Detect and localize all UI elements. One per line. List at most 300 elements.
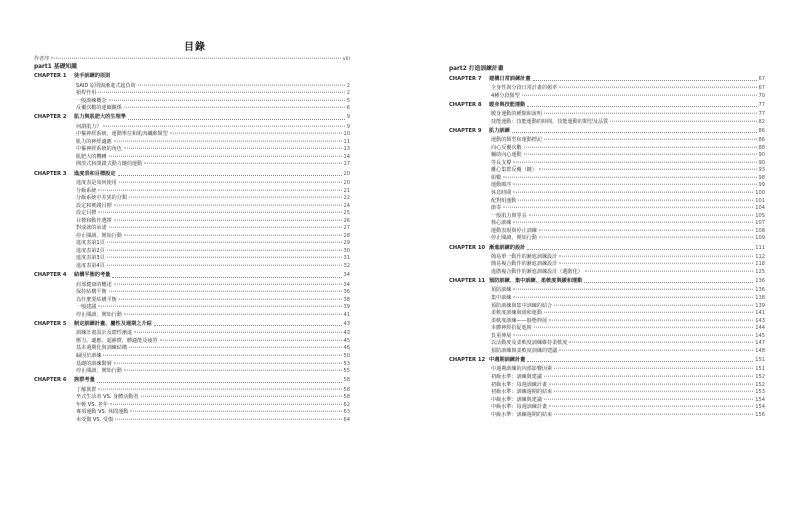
entry-title: 目標和動作選擇 [76,217,112,224]
page-number: 141 [755,310,765,317]
dot-leader [554,413,753,414]
page-number: 147 [755,340,765,347]
dot-leader [513,297,753,298]
toc-entry [449,404,765,412]
entry-title: 組數 [491,174,502,181]
chapter-label: CHAPTER 6 [34,377,67,384]
toc-entry [449,205,765,213]
page-number: 144 [755,325,765,332]
page-number: 53 [343,360,350,367]
toc-entry [449,182,765,190]
entry-title: 停止閱讀，開始行動 [76,368,122,375]
chapter-label: CHAPTER 7 [449,75,482,82]
entry-title: 向心反覆次數 [491,144,522,151]
entry-title: 簡易單一動作的漸進訓練設計 [491,253,558,260]
page-number: 77 [758,111,765,118]
dot-leader [549,406,753,407]
chapter-label: CHAPTER 4 [34,272,67,279]
entry-title: 為什麼要結構平衡 [76,296,117,303]
toc-entry [449,303,765,311]
page-number: 138 [755,295,765,302]
page-number: 29 [343,240,350,247]
toc-entry [34,225,350,233]
chapter-heading [34,113,350,124]
page-number: 43 [343,321,350,328]
entry-title: 坐式生活者 VS. 身體活動者 [76,394,139,401]
entry-title: 基礎的訓練階層 [76,360,112,367]
entry-title: 作者序 [34,56,50,62]
dot-leader [103,355,341,356]
toc-entry [449,190,765,198]
dot-leader [119,298,342,299]
toc-entry [449,325,765,333]
page-number: 32 [343,263,350,270]
page-number: 64 [343,416,350,423]
page-number: 20 [343,170,350,177]
chapter-title: 漸進訓練的設計 [489,244,526,251]
dot-leader [107,257,342,258]
page-number: 11 [343,138,350,145]
page-number: 39 [343,304,350,311]
entry-title: 何謂肌力？ [76,123,102,130]
page-number: 20 [343,180,350,187]
page-number: 14 [343,153,350,160]
entry-title: 全身性與分段日常計畫的頻率 [491,85,558,91]
chapter-title: 中週期訓練計畫 [489,357,526,364]
chapter-title: 預防訓練、集中訓練、柔軟度與緩和運動 [489,278,583,285]
page-number: 62 [343,401,350,408]
page-number: 70 [758,92,765,99]
page-number: viii [342,56,350,62]
dot-leader [544,139,757,140]
dot-leader [98,306,341,307]
entry-title: 簡易複合動作的漸進訓練設計 [491,261,558,268]
dot-leader [554,304,753,305]
page-number: 154 [755,396,765,403]
entry-title: 進度表第2頁 [76,247,105,254]
dot-leader [527,361,753,362]
toc-entry [449,340,765,348]
toc-entry [449,119,765,127]
toc-entry [34,282,350,290]
page-number: 151 [755,366,765,373]
toc-entry [449,295,765,303]
chapter-title: 肌力訓練 [489,127,510,134]
page-number: 31 [343,255,350,262]
entry-title: 預防訓練與集中訓練的結合 [491,302,553,309]
toc-entry [34,368,350,376]
page-number: 30 [343,247,350,254]
page-number: 154 [755,404,765,411]
page-number: 9 [346,114,350,121]
dot-leader [119,182,342,183]
toc-entry [34,188,350,196]
dot-leader [51,58,340,59]
dot-leader [559,87,756,88]
page-number: 118 [755,261,765,268]
page-number: 26 [343,217,350,224]
dot-leader [544,312,753,313]
toc-entry [34,289,350,297]
dot-leader [513,222,753,223]
dot-leader [103,125,344,126]
dot-leader [559,350,753,351]
page-number: 93 [758,167,765,174]
entry-title: 分級系統 [76,187,97,194]
entry-title: 集中訓練 [491,295,512,302]
entry-title: 壓力、適應、超補償，體適能及疲勞 [76,337,158,344]
page-number: 21 [343,187,350,194]
dot-leader [124,370,342,371]
dot-leader [154,325,342,326]
dot-leader [512,132,757,133]
dot-leader [554,368,753,369]
entry-title: 休息時間 [491,190,512,197]
page-number: 143 [755,317,765,324]
dot-leader [539,237,753,238]
dot-leader [112,277,341,278]
entry-title: 進度表第3頁 [76,255,105,262]
entry-title: 中週期訓練的內部影響因素 [491,366,553,373]
entry-title: 離心集群反覆（鏈） [491,167,537,174]
toc-entry [449,269,765,277]
chapter-title: 暖身與技能運動 [489,101,526,108]
chapter-label: CHAPTER 11 [449,278,486,285]
entry-title: 槓桿作用 [76,90,97,97]
page-number: 156 [755,411,765,418]
dot-leader [533,80,757,81]
page-number: 136 [755,278,765,285]
dot-leader [107,250,342,251]
dot-leader [98,189,341,190]
entry-title: 基本週期化與訓練結構 [76,345,127,352]
toc-entry [34,161,350,169]
dot-leader [513,334,753,335]
entry-title: 對成就的承諾 [76,225,107,232]
entry-title: 反覆次數的連續關係 [76,105,122,112]
entry-title: 肩部健康的概述 [76,281,112,288]
dot-leader [549,319,753,320]
entry-title: 保持結構平衡 [76,289,107,296]
page-number: 6 [346,105,350,112]
chapter-title: 肌力與肌肥大的生理學 [74,114,126,121]
chapter-heading [34,376,350,387]
dot-leader [524,146,757,147]
page-number: 90 [758,159,765,166]
entry-title: 中樞神經系統、運動單位和肌肉纖維類型 [76,131,168,138]
toc-entry [34,90,350,98]
entry-title: 核心訓練 [491,220,512,227]
toc-entry [34,345,350,353]
page-number: 67 [758,75,765,82]
dot-leader [503,207,753,208]
page-number: 153 [755,389,765,396]
entry-title: 未受傷 VS. 受傷 [76,416,114,423]
dot-leader [513,289,753,290]
dot-leader [115,418,341,419]
page-number: 86 [758,127,765,134]
toc-entry [34,240,350,248]
toc-entry [449,152,765,160]
toc-entry [34,146,350,154]
dot-leader [129,197,342,198]
entry-title: 等長支撐 [491,159,512,166]
page-number: 136 [755,287,765,294]
dot-leader [170,133,342,134]
page-number: 107 [755,220,765,227]
entry-title: 開放式和閉鎖式動力鏈的運動 [76,161,143,168]
dot-leader [539,229,753,230]
page-number: 45 [343,337,350,344]
entry-title: 配對組運動 [491,197,517,204]
entry-title: 初級水準：訓練與建議 [491,373,542,380]
entry-title: 運動順序 [491,182,512,189]
chapter-title: 族群考量 [74,377,95,384]
dot-leader [98,212,341,213]
dot-leader [110,403,342,404]
page-number: 139 [755,302,765,309]
chapter-heading [449,126,765,137]
chapter-label: CHAPTER 3 [34,170,67,177]
page-number: 34 [343,272,350,279]
dot-leader [124,235,342,236]
page-number: 13 [343,146,350,153]
dot-leader [527,106,756,107]
dot-leader [559,263,753,264]
dot-leader [107,265,342,266]
toc-entry [34,312,350,320]
page-number: 98 [758,174,765,181]
page-number: 100 [755,190,765,197]
entry-title: 肌肥大的機轉 [76,153,107,160]
chapter-title: 結構平衡的考量 [74,272,111,279]
toc-entry [34,195,350,203]
chapter-title: 制定訓練計畫、屬性及週期之介紹 [74,321,152,328]
dot-leader [503,177,756,178]
dot-leader [114,141,342,142]
dot-leader [114,362,342,363]
page-number: 5 [346,97,350,104]
dot-leader [144,163,341,164]
toc-entry [34,409,350,417]
entry-title: 一般訓練概念 [76,97,107,104]
page-number: 86 [758,137,765,144]
toc-entry [34,263,350,271]
entry-title: 輔助向心運動 [491,152,522,159]
part-heading [449,66,765,74]
page-number: 108 [755,227,765,234]
chapter-heading [449,243,765,254]
toc-entry [449,235,765,243]
dot-leader [134,332,341,333]
page-number: 38 [343,296,350,303]
entry-title: 一般建議 [76,304,97,311]
entry-title: 訓練計畫設計及總性漸進 [76,330,133,337]
page-number: 50 [343,352,350,359]
entry-title: 停止閱讀，開始行動 [76,311,122,318]
chapter-heading [449,355,765,366]
entry-title: 分級系統中差異的分類 [76,195,127,202]
toc-entry-top [34,56,350,64]
page-number: 112 [755,253,765,260]
entry-title: 節奏 [491,205,502,212]
dot-leader [109,99,345,100]
page-number: 151 [755,357,765,364]
dot-leader [584,282,753,283]
dot-leader [610,120,756,121]
page-number: 41 [343,311,350,318]
dot-leader [124,148,342,149]
entry-title: 4種分段類型 [491,92,520,99]
dot-leader [114,283,342,284]
entry-title: 進度表第4頁 [76,263,105,270]
dot-leader [109,291,342,292]
chapter-title: 徒手訓練的原則 [74,73,111,80]
dot-leader [141,396,342,397]
toc-entry [449,167,765,175]
dot-leader [130,411,341,412]
entry-title: 設定和實踐目標 [76,202,112,209]
page-number: 152 [755,381,765,388]
page-number: 145 [755,332,765,339]
dot-leader [97,382,342,383]
dot-leader [544,398,753,399]
page-number: 148 [755,347,765,354]
page-number: 17 [343,161,350,168]
dot-leader [114,219,342,220]
page-number: 9 [346,123,350,130]
toc-entry [34,304,350,312]
toc-entry [449,348,765,356]
entry-title: 歸因於訓練 [76,352,102,359]
toc-entry [449,220,765,228]
page-number: 67 [758,85,765,91]
dot-leader [128,119,345,120]
toc-entry [449,374,765,382]
page-number: 36 [343,289,350,296]
entry-title: 本體神經抗促進術 [491,325,532,332]
dot-leader [527,249,753,250]
dot-leader [98,92,344,93]
page-number: 55 [343,368,350,375]
page-number: 88 [758,144,765,151]
page-number: 28 [343,232,350,239]
chapter-label: CHAPTER 1 [34,73,67,80]
part-title: part1 基礎知識 [34,63,77,70]
entry-title: 初級水準：訓練週期的結束 [491,389,553,396]
page-number: 58 [343,377,350,384]
page-number: 125 [755,268,765,275]
page-number: 34 [343,281,350,288]
toc-entry [449,137,765,145]
toc-left-column [34,56,350,424]
dot-leader [124,313,342,314]
dot-leader [124,107,345,108]
dot-leader [529,214,754,215]
dot-leader [118,175,342,176]
entry-title: 技能運動：技能運動的時間、技能運動的類型及品質 [491,118,609,125]
entry-title: 預防訓練與柔軟度訓練的建議 [491,347,558,354]
entry-title: 進度表是如何使用 [76,180,117,187]
chapter-label: CHAPTER 12 [449,357,486,364]
entry-title: 柔軟度訓練與緩和運動 [491,310,542,317]
dot-leader [109,156,342,157]
toc-entry [34,417,350,425]
part-title: part2 打造訓練計畫 [449,66,504,72]
chapter-heading [34,319,350,330]
dot-leader [513,184,756,185]
dot-leader [524,154,757,155]
entry-title: 進度表第1頁 [76,240,105,247]
entry-title: 柔軟度訓練——靜態伸展 [491,317,548,324]
toc-entry [449,111,765,119]
entry-title: 設定目標 [76,210,97,217]
dot-leader [549,383,753,384]
entry-title: 以活動度及柔軟度訓練維持柔軟度 [491,340,568,347]
chapter-title: 進度表和目標設定 [74,170,116,177]
page-number: 99 [758,182,765,189]
toc-entry [449,382,765,390]
chapter-heading [449,276,765,287]
entry-title: 初級水準：每週訓練計畫 [491,381,548,388]
toc-right-column [449,66,765,419]
toc-entry [34,353,350,361]
page-number: 22 [343,195,350,202]
page-number: 104 [755,205,765,212]
toc-entry [449,310,765,318]
dot-leader [544,376,753,377]
dot-leader [544,113,757,114]
entry-title: 中級水準：訓練週期的結束 [491,411,553,418]
entry-title: 年輕 VS. 老年 [76,401,108,408]
page-number: 27 [343,225,350,232]
dot-leader [114,204,342,205]
entry-title: 肌力的神經適應 [76,138,112,145]
dot-leader [109,227,342,228]
dot-leader [160,340,342,341]
page-number: 25 [343,210,350,217]
entry-title: 中級水準：每週訓練計畫 [491,404,548,411]
entry-title: 專項運動 VS. 休閒運動 [76,409,129,416]
entry-title: 中樞神經系統的角色 [76,146,122,153]
toc-entry [34,394,350,402]
dot-leader [559,256,753,257]
chapter-label: CHAPTER 10 [449,244,486,251]
toc-entry [34,83,350,91]
chapter-heading [449,74,765,85]
dot-leader [98,388,341,389]
page-number: 101 [755,197,765,204]
toc-entry [34,361,350,369]
entry-title: 一般肌力與等長 [491,212,527,219]
toc-entry [34,330,350,338]
page-number: 43 [343,330,350,337]
toc-entry [449,389,765,397]
dot-leader [513,192,753,193]
page-number: 58 [343,386,350,393]
entry-title: 運動表現與停止訓練 [491,227,537,234]
dot-leader [569,342,753,343]
toc-entry [449,85,765,93]
chapter-title: 建構日常訓練計畫 [489,75,531,82]
entry-title: SAID 原則與漸進式超負荷 [76,82,136,89]
page-number: 90 [758,152,765,159]
chapter-label: CHAPTER 2 [34,114,67,121]
part-heading [34,64,350,72]
entry-title: 了解族群 [76,386,97,393]
chapter-label: CHAPTER 9 [449,127,482,134]
dot-leader [554,391,753,392]
